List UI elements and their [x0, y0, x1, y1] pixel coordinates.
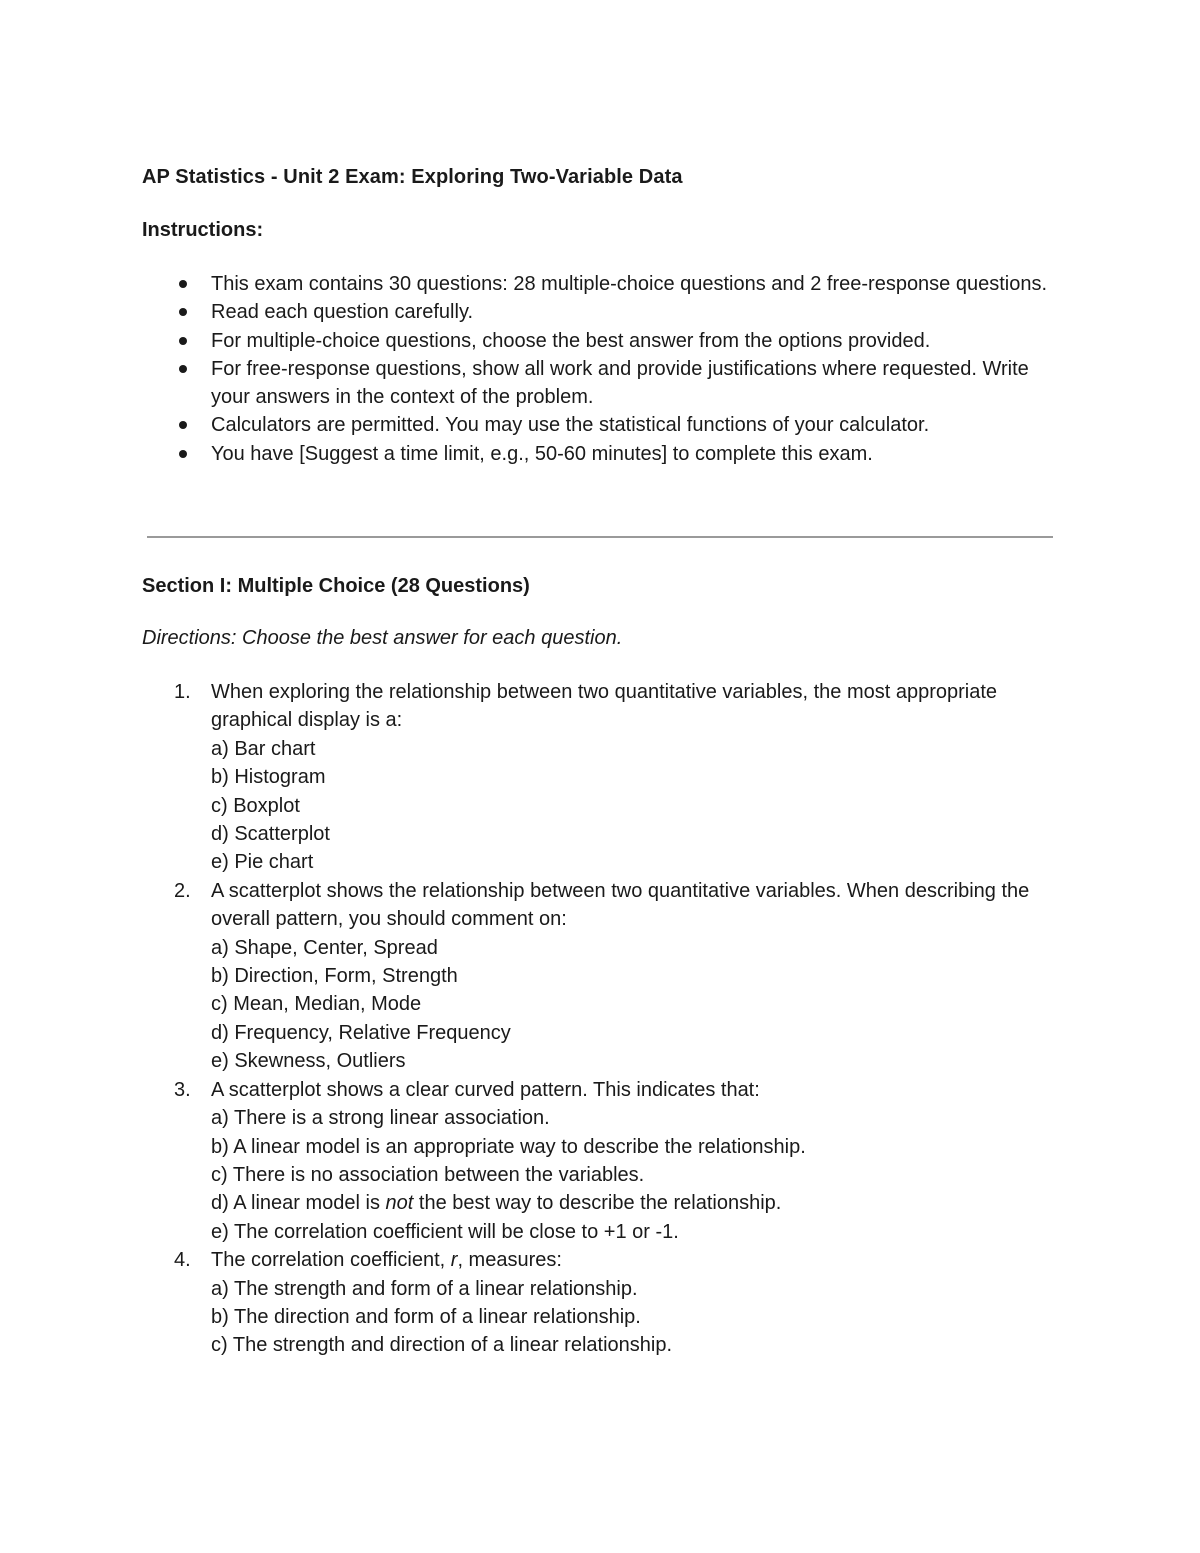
question-number: 4.: [174, 1249, 191, 1272]
question-text: When exploring the relationship between two quantitative variables, the most appropriate graphical display is a:: [211, 681, 998, 732]
answer-option: a) The strength and form of a linear relationship.: [211, 1277, 638, 1300]
question-list: [0, 678, 1200, 1360]
instruction-item: This exam contains 30 questions: 28 multiple-choice questions and 2 free-response questions.: [0, 270, 1200, 298]
question-text: The correlation coefficient, r, measures:: [211, 1249, 562, 1272]
instruction-item: For free-response questions, show all work and provide justifications where requested. Write your answers in the context of the problem.: [0, 355, 1200, 412]
question-1: [0, 678, 1200, 877]
answer-option: a) Bar chart: [211, 737, 316, 760]
answer-option: e) Skewness, Outliers: [211, 1050, 406, 1073]
instructions-heading: Instructions:: [142, 219, 264, 241]
question-2: [0, 877, 1200, 1076]
bullet-icon: [179, 365, 187, 373]
bullet-icon: [179, 450, 187, 458]
bullet-icon: [179, 308, 187, 316]
question-3: [0, 1076, 1200, 1246]
bullet-icon: [179, 421, 187, 429]
question-number: 3.: [174, 1078, 191, 1101]
answer-option: e) The correlation coefficient will be close to +1 or -1.: [211, 1220, 679, 1243]
answer-option: c) Boxplot: [211, 794, 300, 817]
answer-option: b) Direction, Form, Strength: [211, 965, 458, 988]
answer-option: c) The strength and direction of a linear relationship.: [211, 1334, 673, 1357]
answer-option: d) Frequency, Relative Frequency: [211, 1021, 511, 1044]
exam-title: AP Statistics - Unit 2 Exam: Exploring Two-Variable Data: [142, 166, 683, 188]
answer-option: b) Histogram: [211, 766, 326, 789]
answer-option: b) A linear model is an appropriate way to describe the relationship.: [211, 1135, 806, 1158]
question-number: 1.: [174, 681, 191, 703]
answer-option: a) Shape, Center, Spread: [211, 936, 438, 959]
answer-option: c) There is no association between the variables.: [211, 1163, 645, 1186]
question-4: [0, 1246, 1200, 1360]
answer-option: d) A linear model is not the best way to describe the relationship.: [211, 1192, 782, 1215]
question-text: A scatterplot shows the relationship between two quantitative variables. When describing the overall pattern, you should comment on:: [211, 879, 1030, 931]
answer-option: b) The direction and form of a linear relationship.: [211, 1305, 641, 1328]
answer-option: a) There is a strong linear association.: [211, 1107, 550, 1130]
question-number: 2.: [174, 879, 191, 902]
horizontal-divider: [147, 536, 1053, 538]
bullet-icon: [179, 337, 187, 345]
instruction-item: For multiple-choice questions, choose the best answer from the options provided.: [0, 327, 1200, 355]
question-text: A scatterplot shows a clear curved pattern. This indicates that:: [211, 1078, 760, 1101]
instruction-item: You have [Suggest a time limit, e.g., 50-60 minutes] to complete this exam.: [0, 440, 1200, 468]
instruction-item: Read each question carefully.: [0, 298, 1200, 326]
answer-option: c) Mean, Median, Mode: [211, 993, 422, 1016]
answer-option: d) Scatterplot: [211, 823, 330, 846]
instruction-item: Calculators are permitted. You may use the statistical functions of your calculator.: [0, 411, 1200, 439]
section-heading: Section I: Multiple Choice (28 Questions): [142, 575, 530, 597]
answer-option: e) Pie chart: [211, 851, 314, 874]
section-directions: Directions: Choose the best answer for each question.: [142, 627, 623, 649]
bullet-icon: [179, 280, 187, 288]
instructions-list: [0, 270, 1200, 468]
